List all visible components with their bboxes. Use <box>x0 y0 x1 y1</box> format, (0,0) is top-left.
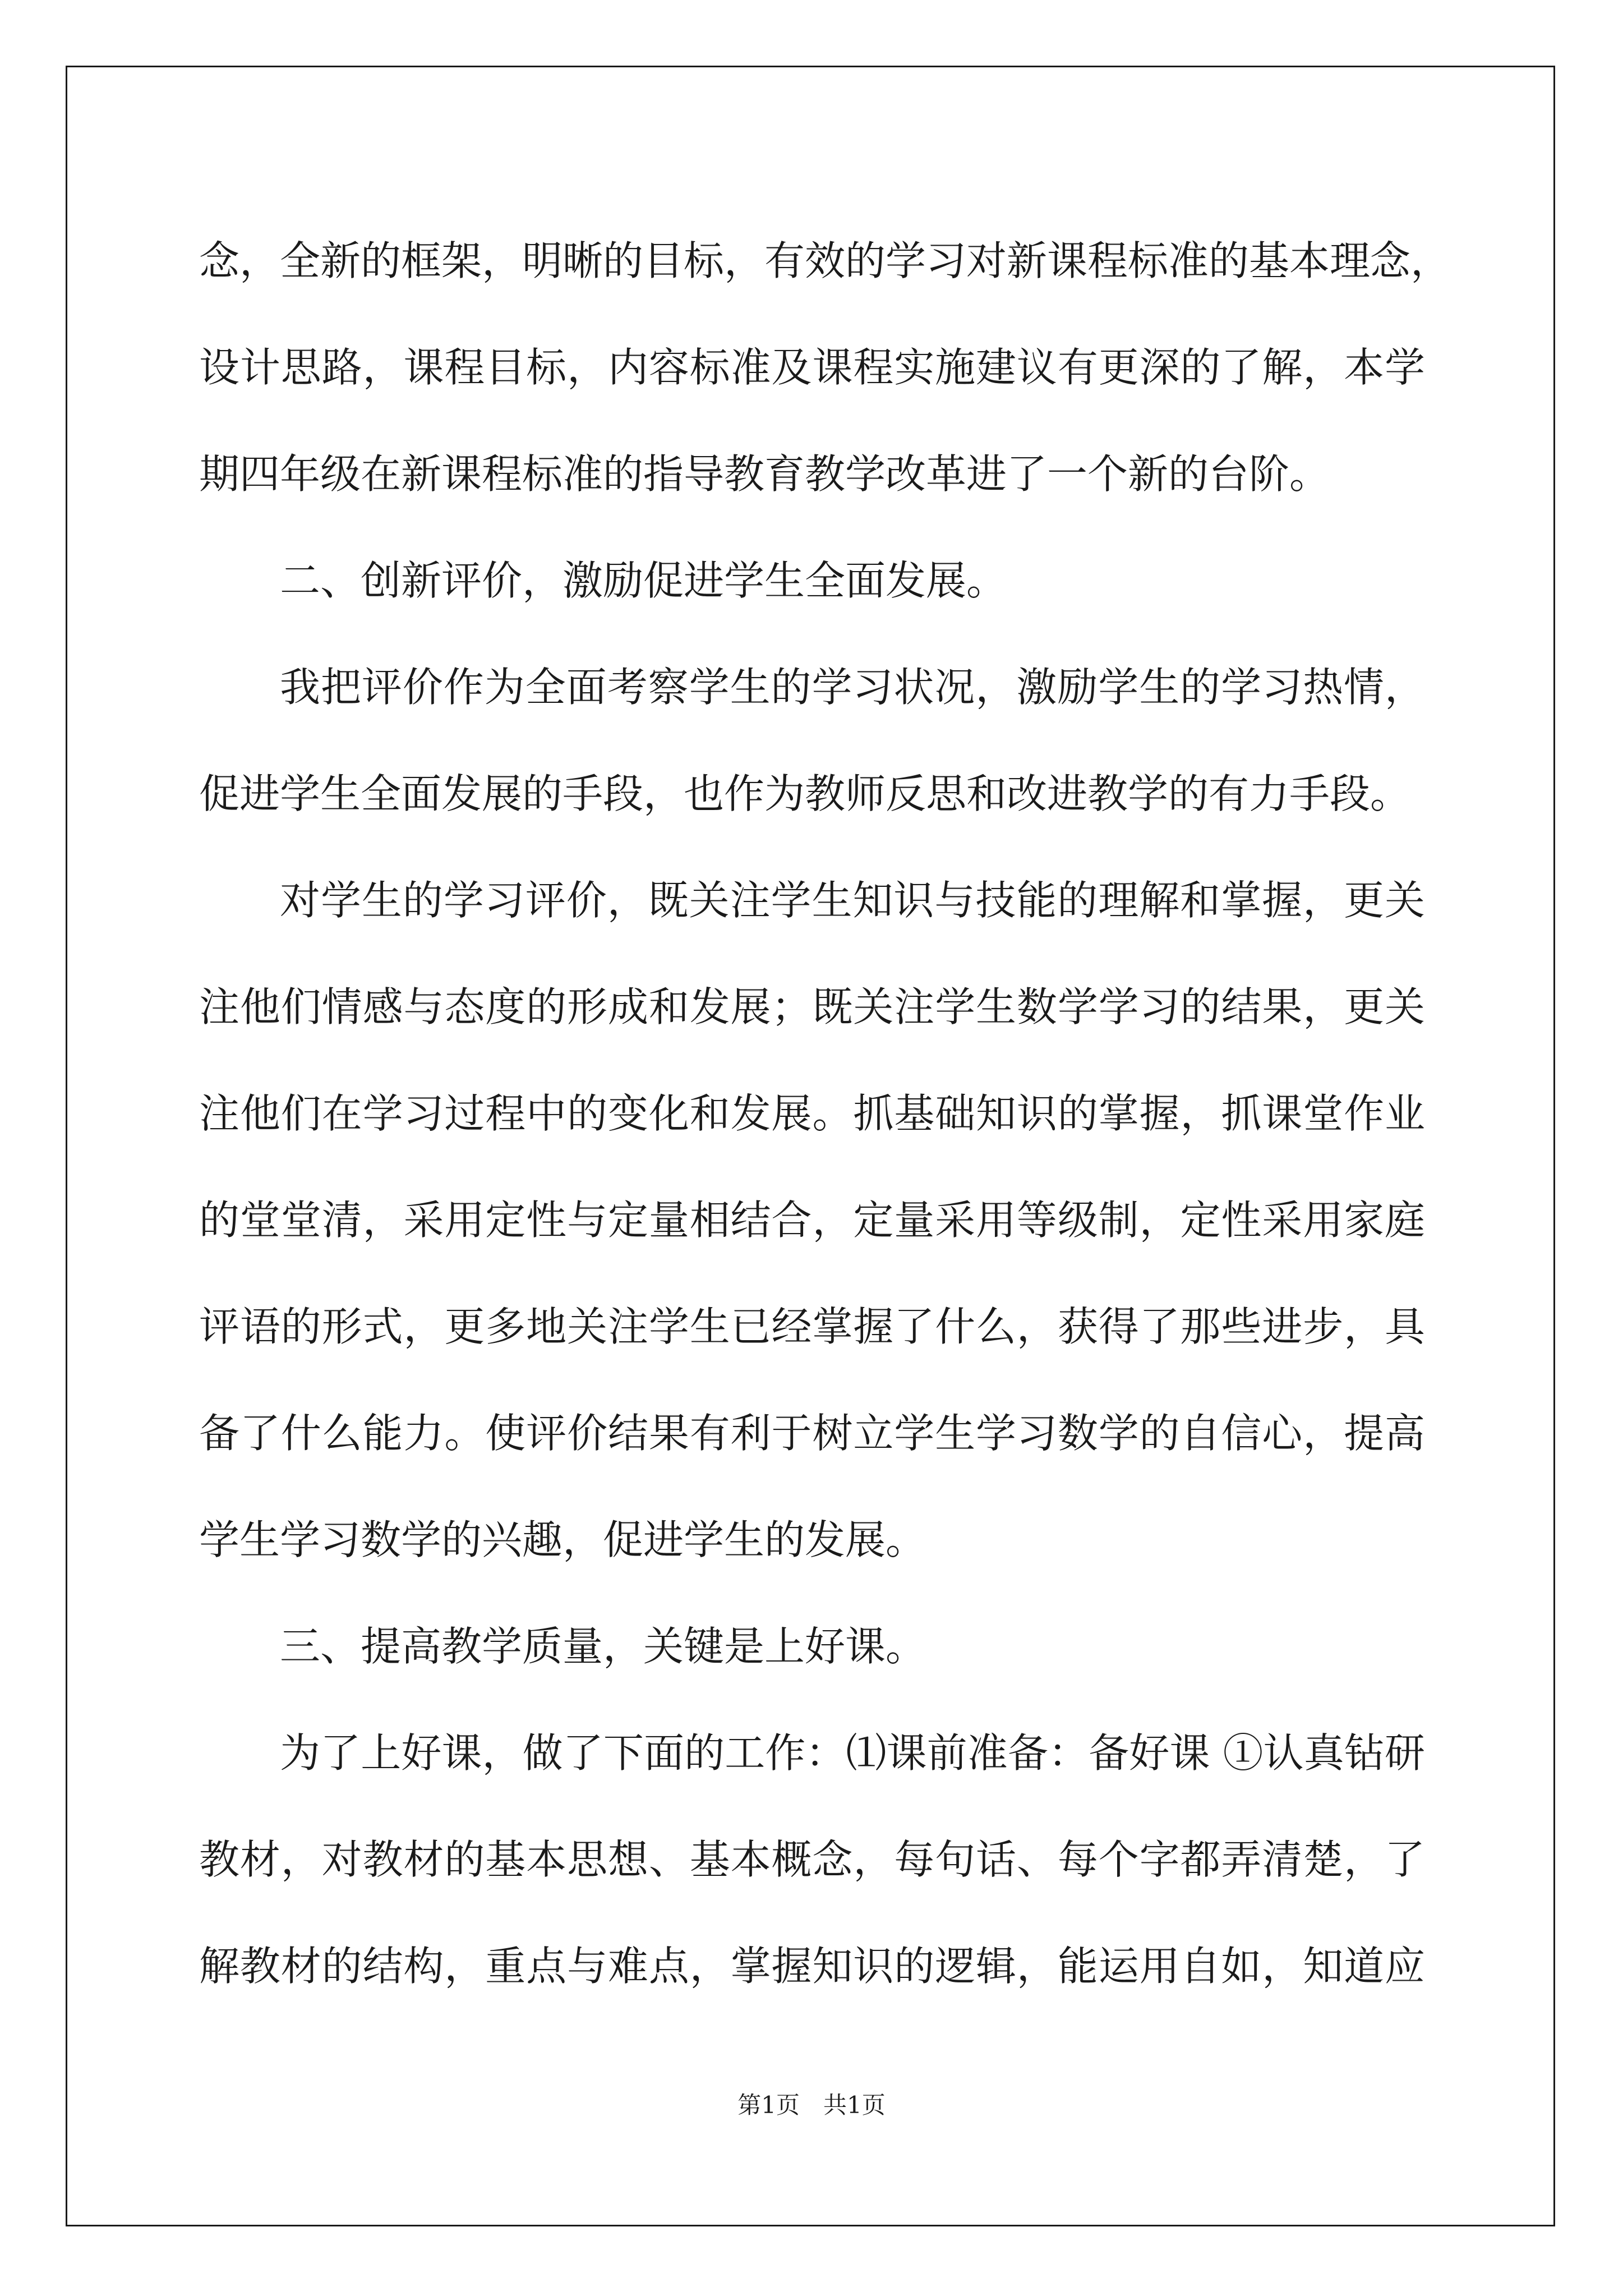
document-body <box>199 208 1451 2019</box>
text-line: 备了什么能力。使评价结果有利于树立学生学习数学的自信心，提高 <box>199 1410 1425 1457</box>
text-line: 设计思路，课程目标，内容标准及课程实施建议有更深的了解，本学 <box>199 344 1425 391</box>
text-line: 我把评价作为全面考察学生的学习状况，激励学生的学习热情， <box>280 664 1425 711</box>
text-line: 注他们在学习过程中的变化和发展。抓基础知识的掌握，抓课堂作业 <box>199 1090 1425 1137</box>
page-number-footer: 第1页 共1页 <box>737 2091 886 2119</box>
section-heading: 三、提高教学质量，关键是上好课。 <box>280 1623 926 1670</box>
text-line: 教材，对教材的基本思想、基本概念，每句话、每个字都弄清楚，了 <box>199 1836 1425 1883</box>
text-line: 评语的形式，更多地关注学生已经掌握了什么，获得了那些进步，具 <box>199 1303 1425 1350</box>
text-line: 学生学习数学的兴趣，促进学生的发展。 <box>199 1516 926 1563</box>
text-line: 促进学生全面发展的手段，也作为教师反思和改进教学的有力手段。 <box>199 770 1411 817</box>
text-line: 解教材的结构，重点与难点，掌握知识的逻辑，能运用自如，知道应 <box>199 1943 1425 1990</box>
text-line: 的堂堂清，采用定性与定量相结合，定量采用等级制，定性采用家庭 <box>199 1197 1425 1244</box>
text-line: 念，全新的框架，明晰的目标，有效的学习对新课程标准的基本理念， <box>199 237 1451 284</box>
text-line: 注他们情感与态度的形成和发展；既关注学生数学学习的结果，更关 <box>199 983 1425 1030</box>
section-heading: 二、创新评价，激励促进学生全面发展。 <box>280 557 1007 604</box>
text-line: 为了上好课，做了下面的工作：⑴课前准备：备好课 ①认真钻研 <box>280 1729 1425 1777</box>
text-line: 期四年级在新课程标准的指导教育教学改革进了一个新的台阶。 <box>199 450 1330 498</box>
text-line: 对学生的学习评价，既关注学生知识与技能的理解和掌握，更关 <box>280 877 1425 924</box>
